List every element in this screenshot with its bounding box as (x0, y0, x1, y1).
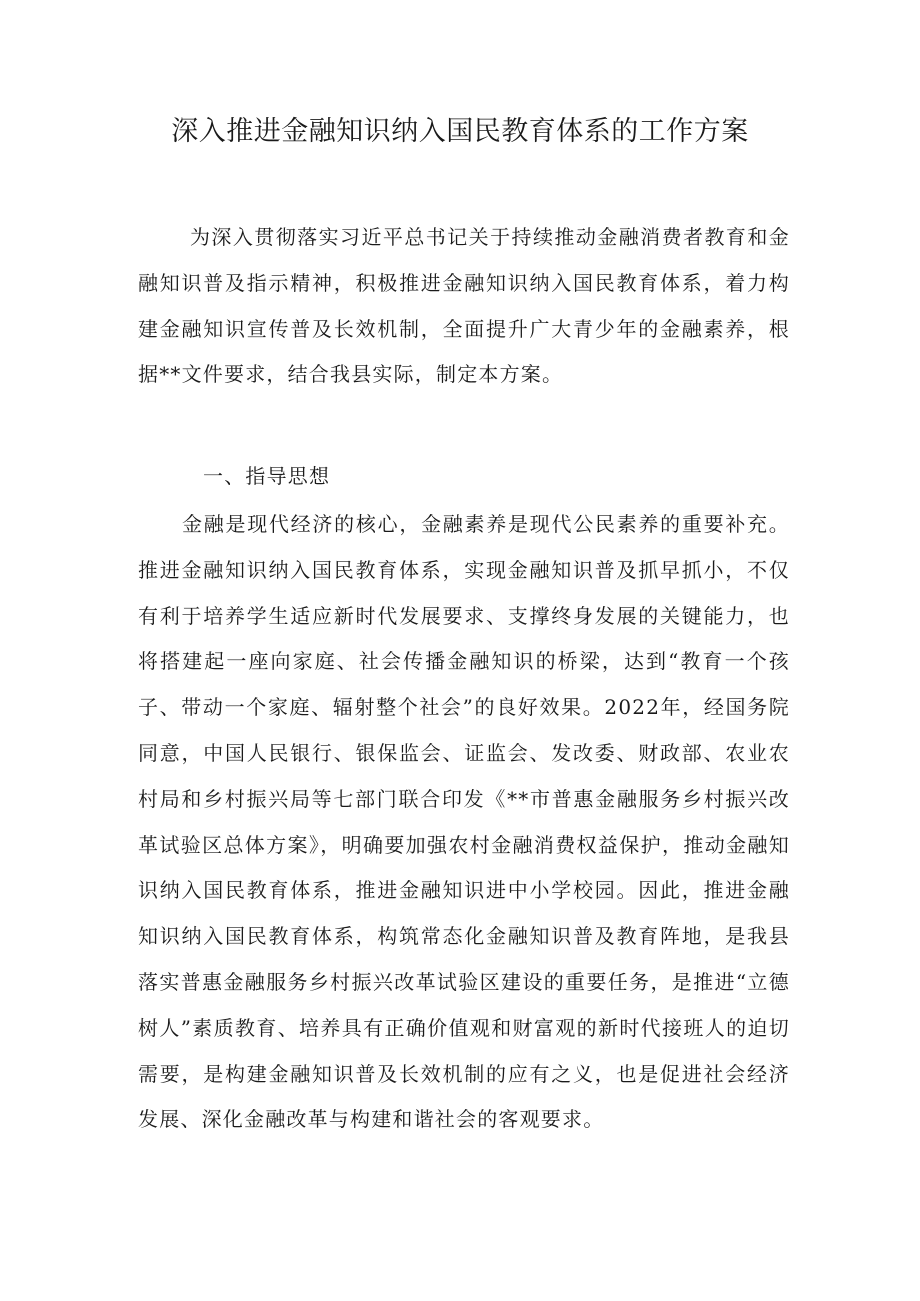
intro-paragraph: 为深入贯彻落实习近平总书记关于持续推动金融消费者教育和金融知识普及指示精神，积极推进金融知识纳入国民教育体系，着力构建金融知识宣传普及长效机制，全面提升广大青少年的金融素养，根据**文件要求，结合我县实际，制定本方案。 (138, 225, 790, 387)
document-title: 深入推进金融知识纳入国民教育体系的工作方案 (171, 116, 749, 147)
section-heading-guiding-ideology: 一、指导思想 (203, 464, 331, 488)
section-body-paragraph: 金融是现代经济的核心，金融素养是现代公民素养的重要补充。推进金融知识纳入国民教育体系，实现金融知识普及抓早抓小，不仅有利于培养学生适应新时代发展要求、支撑终身发展的关键能力，也将搭建起一座向家庭、社会传播金融知识的桥梁，达到“教育一个孩子、带动一个家庭、辐射整个社会”的良好效果。2022年，经国务院同意，中国人民银行、银保监会、证监会、发改委、财政部、农业农村局和乡村振兴局等七部门联合印发《**市普惠金融服务乡村振兴改革试验区总体方案》，明确要加强农村金融消费权益保护，推动金融知识纳入国民教育体系，推进金融知识进中小学校园。因此，推进金融知识纳入国民教育体系，构筑常态化金融知识普及教育阵地，是我县落实普惠金融服务乡村振兴改革试验区建设的重要任务，是推进“立德树人”素质教育、培养具有正确价值观和财富观的新时代接班人的迫切需要，是构建金融知识普及长效机制的应有之义，也是促进社会经济发展、深化金融改革与构建和谐社会的客观要求。 (138, 512, 790, 1132)
